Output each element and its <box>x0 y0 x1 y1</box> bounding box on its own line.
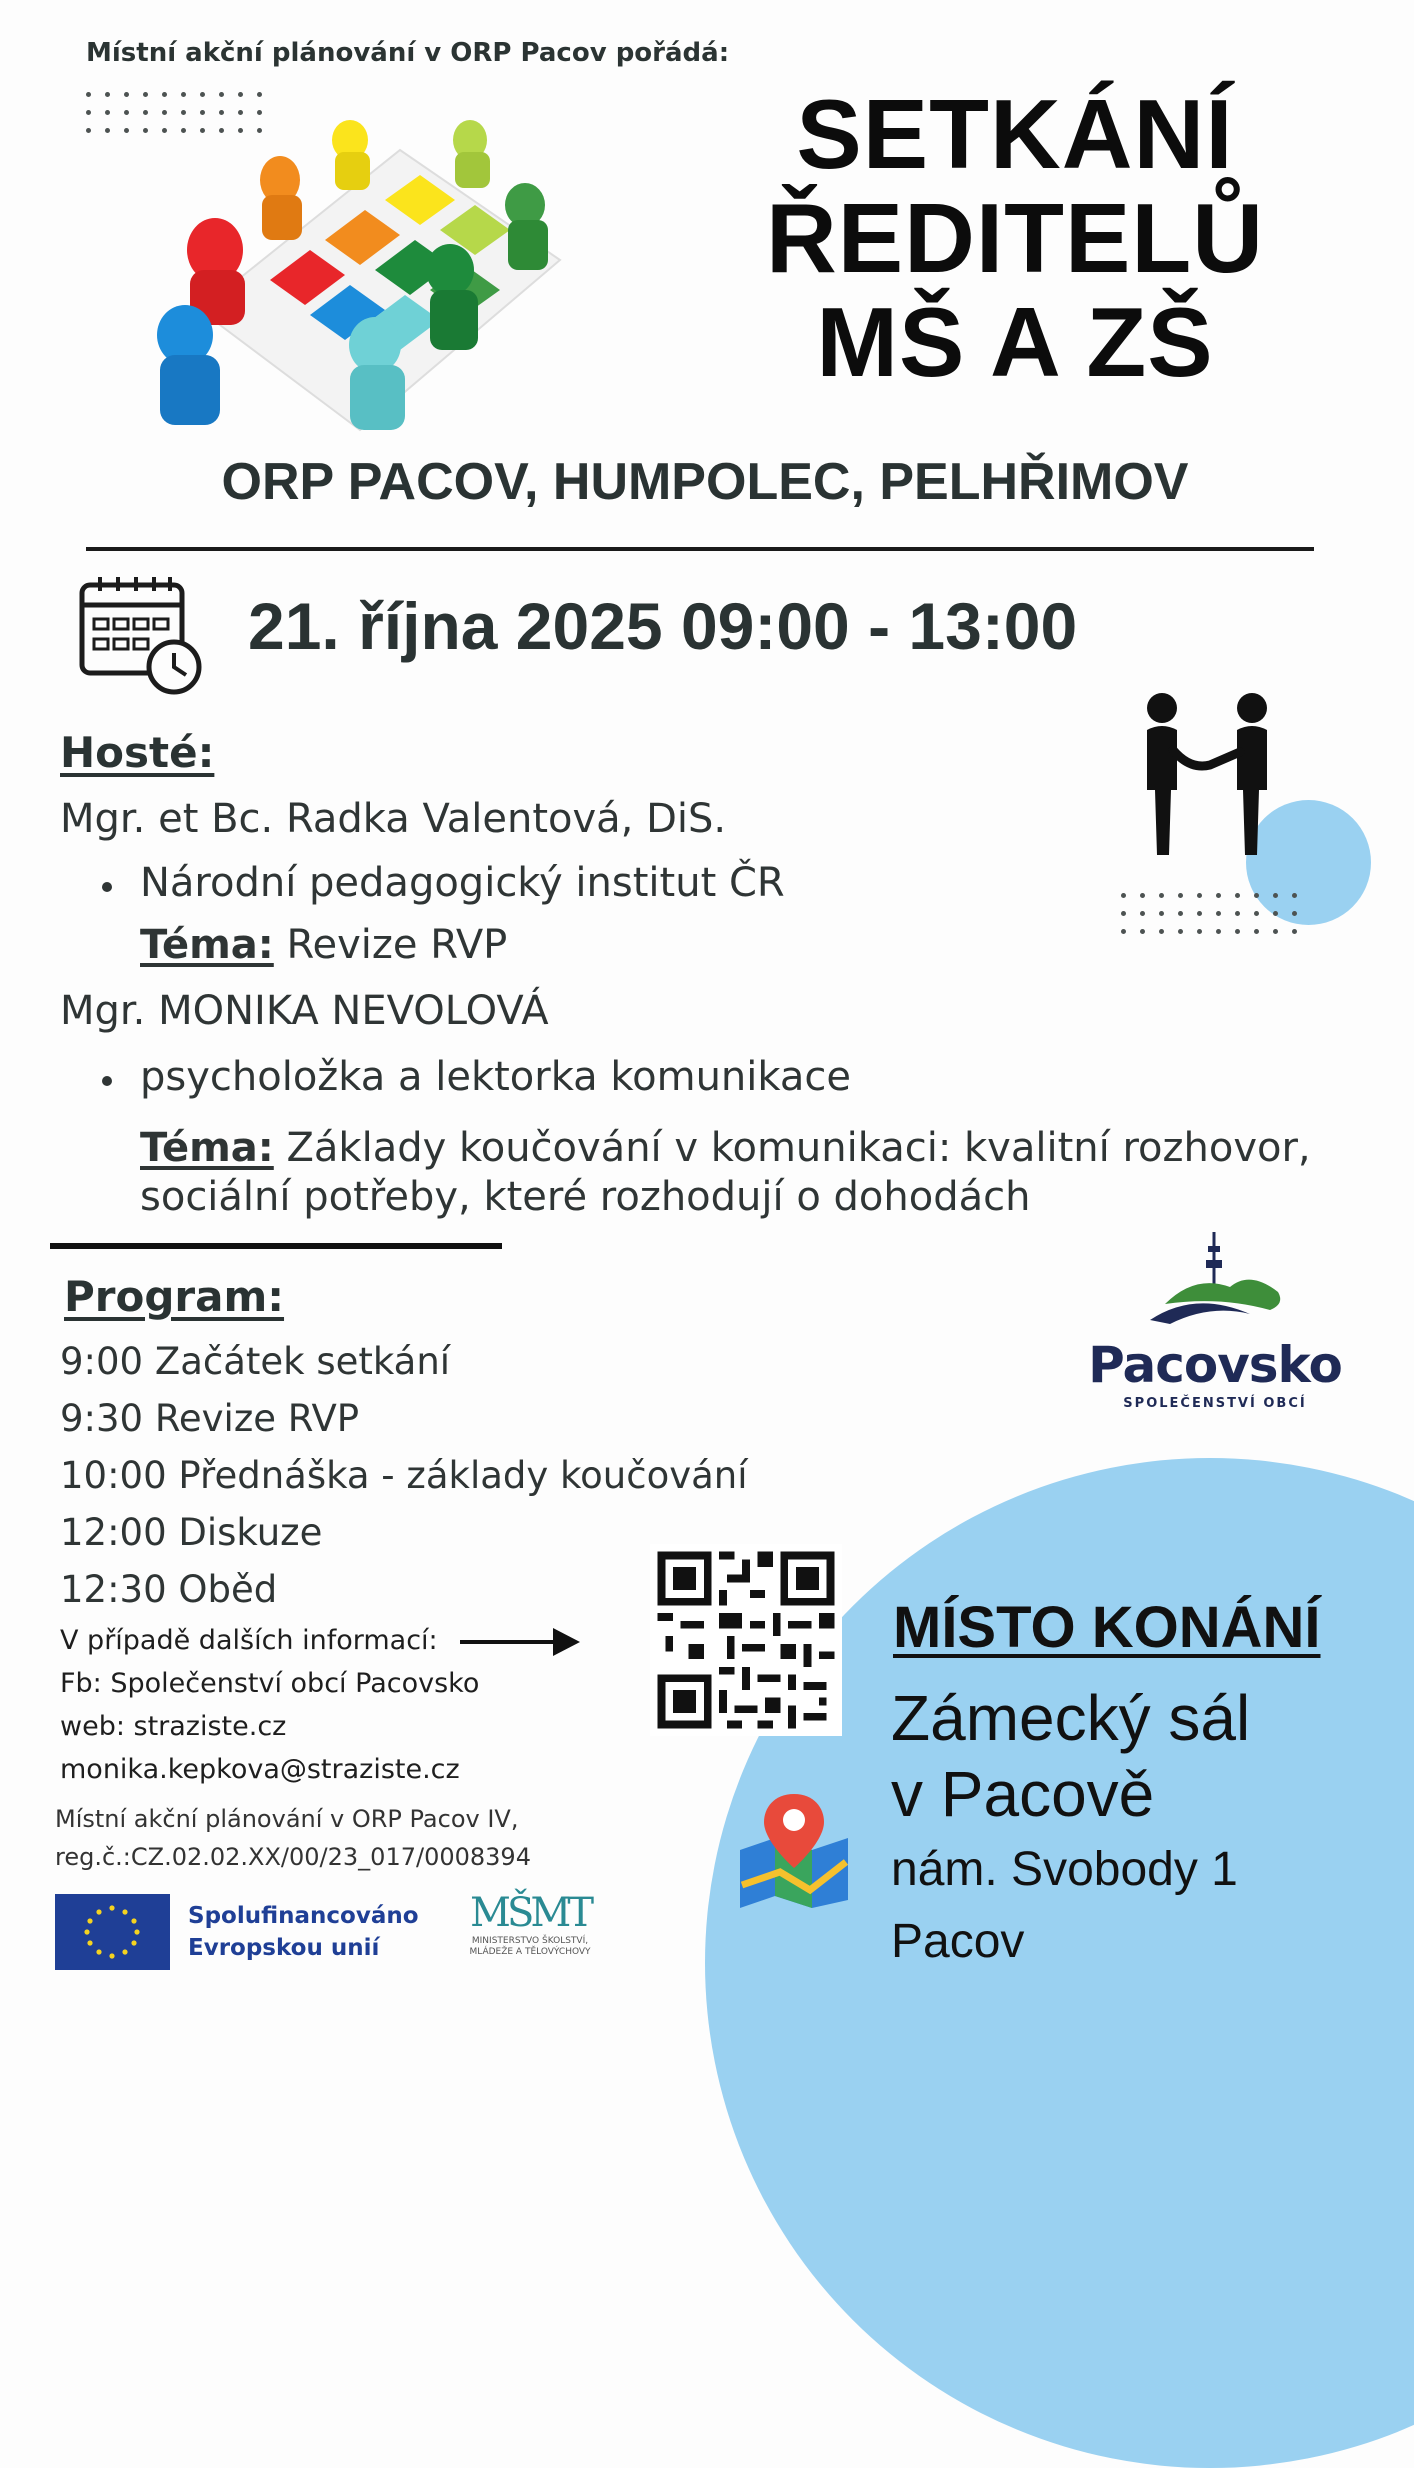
guest-topic <box>140 922 507 968</box>
program-item: 9:00 Začátek setkání <box>60 1340 451 1383</box>
msmt-text-line: MINISTERSTVO ŠKOLSTVÍ, <box>471 1936 589 1946</box>
title-line: ŘEDITELŮ <box>766 183 1264 293</box>
pacovsko-logo <box>1080 1232 1350 1411</box>
bullet <box>102 1076 112 1086</box>
venue-address <box>891 1834 1238 1978</box>
guest-topic-continued: sociální potřeby, které rozhodují o dohodách <box>140 1174 1031 1220</box>
program-item: 12:00 Diskuze <box>60 1511 323 1554</box>
contact-facebook[interactable]: Fb: Společenství obcí Pacovsko <box>60 1668 480 1699</box>
handshake-icon <box>1135 690 1285 860</box>
eu-text-line: Spolufinancováno <box>188 1903 419 1929</box>
topic-text: Revize RVP <box>286 922 508 968</box>
venue-heading: MÍSTO KONÁNÍ <box>893 1595 1321 1660</box>
guest-role: Národní pedagogický institut ČR <box>140 860 785 906</box>
regions-subtitle: ORP PACOV, HUMPOLEC, PELHŘIMOV <box>221 453 1189 511</box>
program-heading: Program: <box>64 1272 285 1321</box>
topic-text: Základy koučování v komunikaci: kvalitní rozhovor, <box>286 1125 1311 1171</box>
pacovsko-hills-icon <box>1140 1232 1290 1332</box>
calendar-clock-icon <box>78 575 206 695</box>
venue-address-line: Pacov <box>891 1915 1025 1968</box>
venue-name-line: v Pacově <box>891 1758 1155 1830</box>
guest-name: Mgr. MONIKA NEVOLOVÁ <box>60 988 549 1034</box>
meeting-illustration <box>150 110 570 440</box>
arrow-right-icon <box>458 1624 583 1660</box>
msmt-text-line: MLÁDEŽE A TĚLOVÝCHOVY <box>469 1947 591 1957</box>
qr-code[interactable] <box>650 1544 842 1736</box>
msmt-logo <box>440 1890 620 1958</box>
event-date: 21. října 2025 09:00 - 13:00 <box>248 589 1078 663</box>
guest-topic <box>140 1125 1311 1171</box>
contact-email[interactable]: monika.kepkova@straziste.cz <box>60 1754 460 1785</box>
contact-intro: V případě dalších informací: <box>60 1625 438 1656</box>
title-line: SETKÁNÍ <box>796 79 1234 189</box>
eu-text-line: Evropskou unií <box>188 1935 380 1961</box>
program-item: 12:30 Oběd <box>60 1568 278 1611</box>
contact-web[interactable]: web: straziste.cz <box>60 1711 287 1742</box>
organizer-text: Místní akční plánování v ORP Pacov pořádá: <box>86 38 730 68</box>
eu-cofunding-text <box>188 1900 419 1964</box>
project-name: Místní akční plánování v ORP Pacov IV, <box>55 1805 519 1833</box>
bullet <box>102 882 112 892</box>
topic-label: Téma: <box>140 1125 274 1171</box>
title-line: MŠ A ZŠ <box>816 287 1214 397</box>
map-pin-icon <box>730 1790 858 1908</box>
program-item: 9:30 Revize RVP <box>60 1397 360 1440</box>
divider <box>86 547 1314 551</box>
topic-label: Téma: <box>140 922 274 968</box>
msmt-mark: MŠMT <box>470 1890 590 1936</box>
venue-address-line: nám. Svobody 1 <box>891 1843 1238 1896</box>
divider <box>50 1243 502 1249</box>
pacovsko-subtitle: SPOLEČENSTVÍ OBCÍ <box>1123 1396 1307 1411</box>
project-registration: reg.č.:CZ.02.02.XX/00/23_017/0008394 <box>55 1843 531 1871</box>
guest-role: psycholožka a lektorka komunikace <box>140 1054 851 1100</box>
pacovsko-wordmark: Pacovsko <box>1088 1336 1342 1394</box>
guests-heading: Hosté: <box>60 728 215 777</box>
venue-name-line: Zámecký sál <box>891 1682 1251 1754</box>
program-item: 10:00 Přednáška - základy koučování <box>60 1454 748 1497</box>
guest-name: Mgr. et Bc. Radka Valentová, DiS. <box>60 796 727 842</box>
event-title <box>690 79 1340 397</box>
eu-flag-icon <box>55 1894 170 1970</box>
decorative-dots <box>1121 893 1297 934</box>
venue-name <box>891 1680 1250 1832</box>
